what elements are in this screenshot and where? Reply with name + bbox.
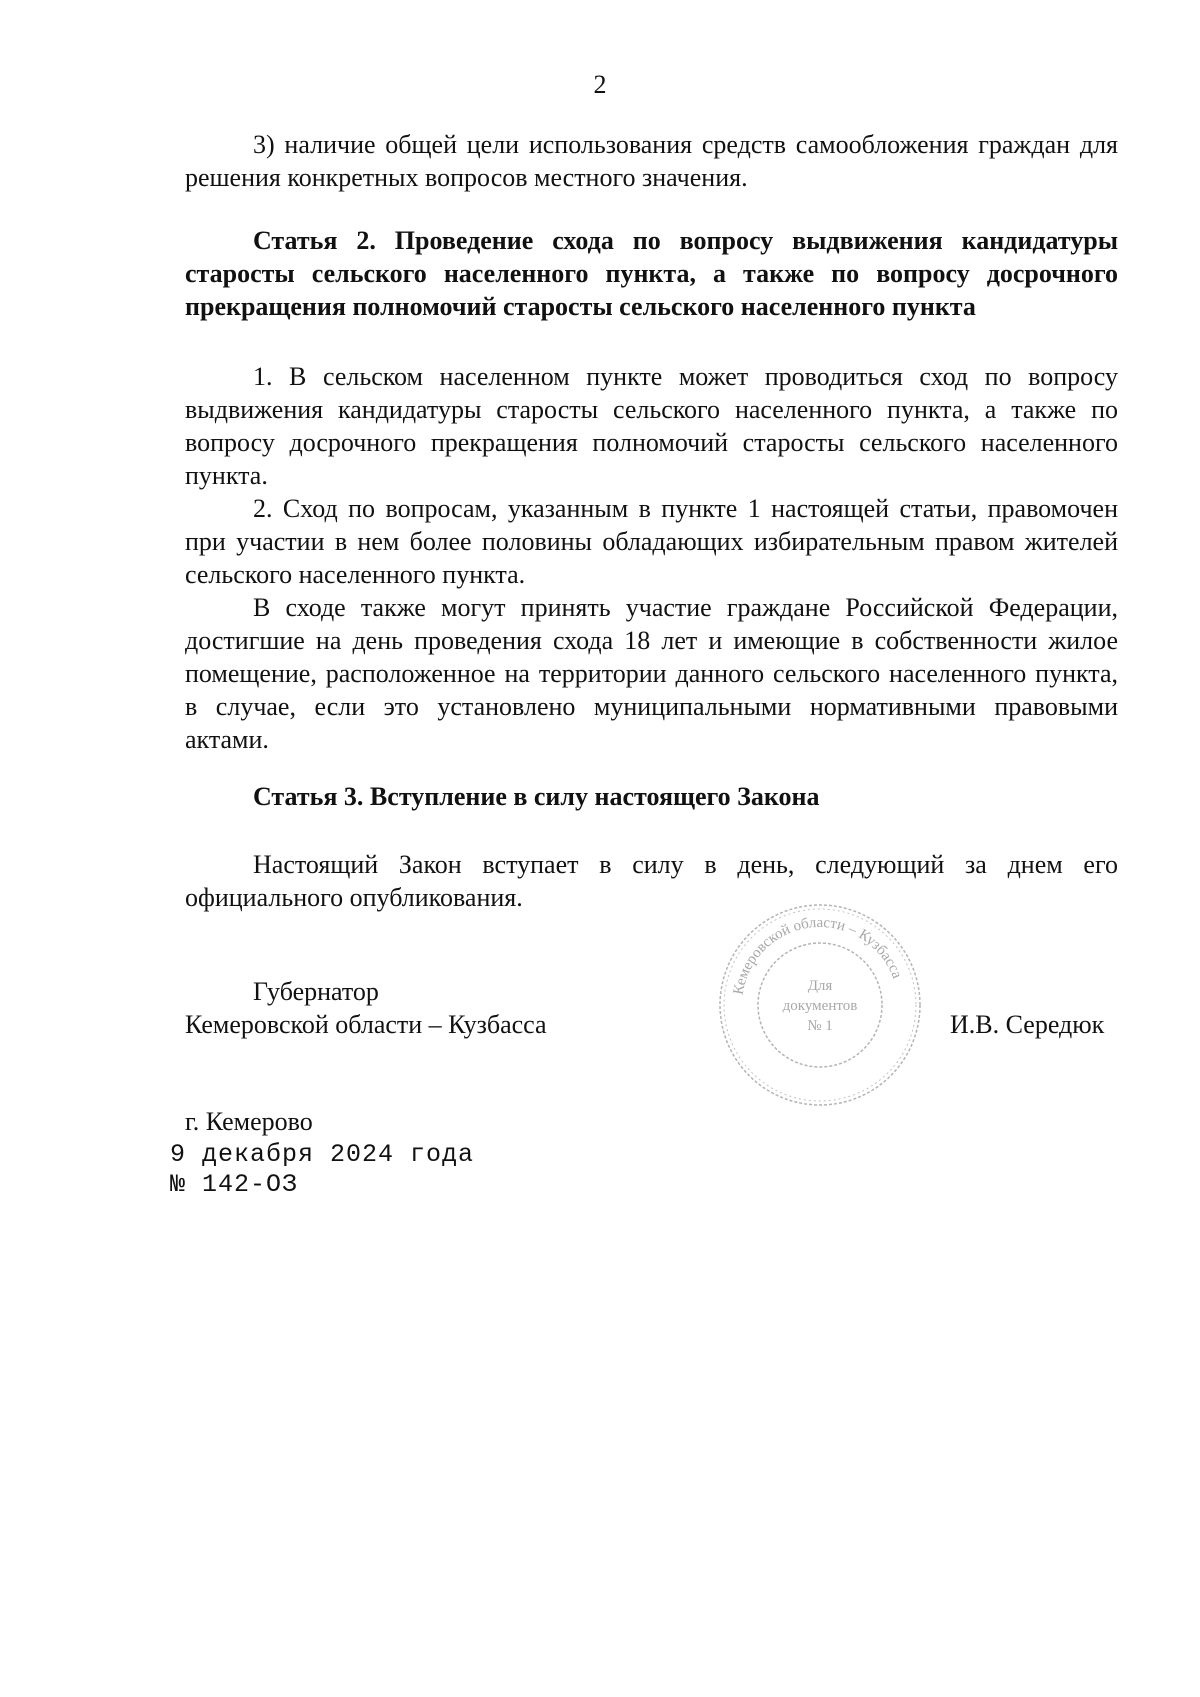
stamp-center-line-1: Для xyxy=(807,978,833,994)
signing-place: г. Кемерово xyxy=(185,1107,313,1136)
item-3-text: 3) наличие общей цели использования средств самообложения граждан для решения конкретных вопросов местного значения. xyxy=(185,130,1118,192)
item-3-paragraph xyxy=(185,128,1118,194)
stamp-center-line-3: № 1 xyxy=(807,1018,833,1034)
article-2-paragraph-3: В сходе также могут принять участие граждане Российской Федерации, достигшие на день проведения схода 18 лет и имеющие в собственности жилое помещение, расположенное на территории данного сельского населенного пункта, в случае, если это установлено муниципальными нормативными правовыми актами. xyxy=(185,593,1118,754)
article-2-paragraph-2: 2. Сход по вопросам, указанным в пункте 1 настоящей статьи, правомочен при участии в нем более половины обладающих избирательным правом жителей сельского населенного пункта. xyxy=(185,494,1118,589)
signatory-name: И.В. Середюк xyxy=(950,1010,1105,1039)
article-2-paragraph-1: 1. В сельском населенном пункте может проводиться сход по вопросу выдвижения кандидатуры старосты сельского населенного пункта, а также по вопросу досрочного прекращения полномочий старосты сельского населенного пункта. xyxy=(185,362,1118,490)
stamp-ring-text: Кемеровской области – Кузбасса xyxy=(730,914,905,996)
article-2-heading: Статья 2. Проведение схода по вопросу выдвижения кандидатуры старосты сельского населенного пункта, а также по вопросу досрочного прекращения полномочий старосты сельского населенного пункта xyxy=(185,226,1118,321)
article-2-body xyxy=(185,360,1118,756)
law-number: № 142-ОЗ xyxy=(170,1170,299,1199)
signatory-title: Губернатор xyxy=(253,977,379,1006)
stamp-center-line-2: документов xyxy=(782,998,858,1014)
signatory-region: Кемеровской области – Кузбасса xyxy=(185,1010,547,1039)
official-seal-stamp xyxy=(715,900,925,1110)
page-number: 2 xyxy=(593,70,607,99)
article-3-paragraph-1: Настоящий Закон вступает в силу в день, следующий за днем его официального опубликования. xyxy=(185,850,1118,912)
article-3-body xyxy=(185,848,1118,914)
signature-block xyxy=(185,975,547,1041)
signing-date: 9 декабря 2024 года xyxy=(170,1140,475,1169)
article-3-heading: Статья 3. Вступление в силу настоящего Закона xyxy=(253,782,820,811)
